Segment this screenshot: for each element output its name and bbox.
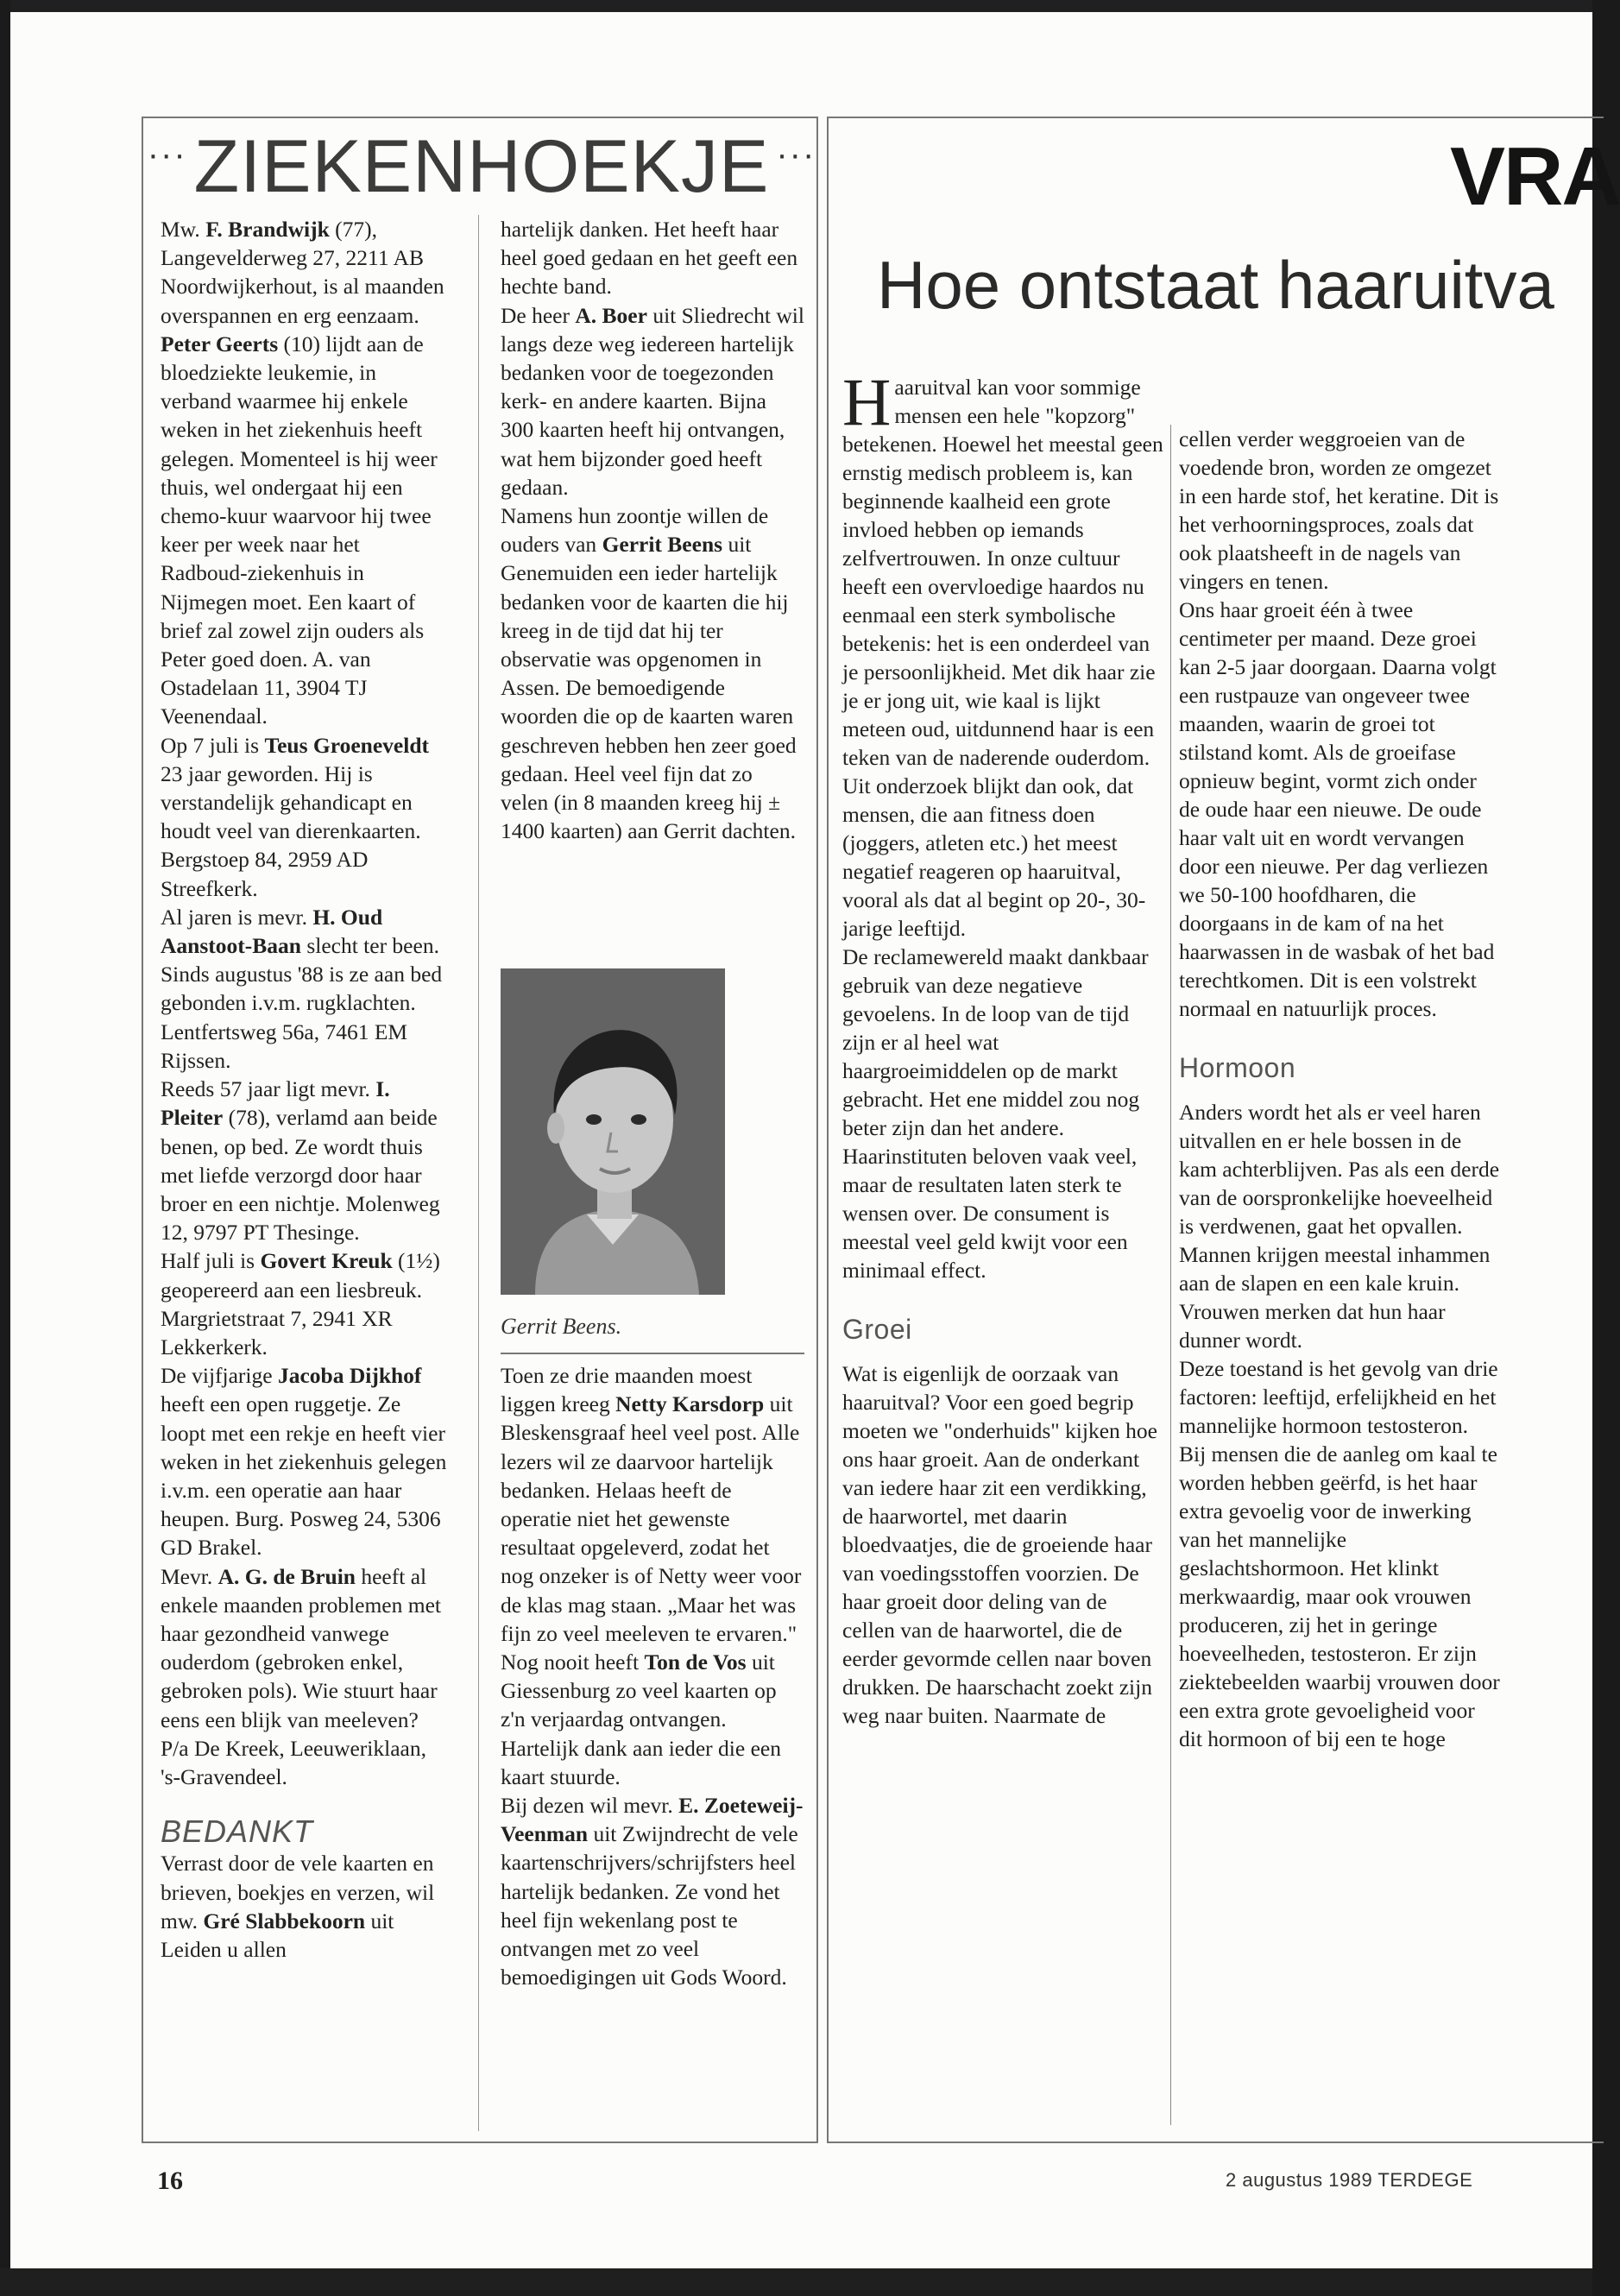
notice-paragraph [161,903,451,1075]
notice-paragraph [501,215,804,301]
person-name: Gré Slabbekoorn [203,1908,366,1933]
notice-text: heeft al enkele maanden problemen met haar gezondheid vanwege ouderdom (gebroken enkel, gebroken pols). Wie stuurt haar eens een blijk van meeleven? P/a De Kreek, Leeuweriklaan, 's-Gravendeel. [161,1563,441,1789]
intro-text: aaruitval kan voor sommige mensen een hele "kopzorg" betekenen. Hoewel het meestal geen ernstig medisch probleem is, kan beginnende kaalheid een grote invloed hebben op iemands zelfvertrouwen. In onze cultuur heeft een overvloedige haardos nu eenmaal een sterk symbolische betekenis: het is een onderdeel van je persoonlijkheid. Met dik haar zie je er jong uit, wie kaal is lijkt meteen oud, uitdunnend haar is een teken van de naderende ouderdom. Uit onderzoek blijkt dan ook, dat mensen, die aan fitness doen (joggers, atleten etc.) het meest negatief reageren op haaruitval, vooral als dat al begint op 20-, 30-jarige leeftijd. [842,375,1163,941]
notice-paragraph [161,1361,451,1561]
person-name: Netty Karsdorp [615,1391,765,1417]
article-headline: Hoe ontstaat haaruitva [877,247,1554,323]
notice-text: Half juli is [161,1248,261,1274]
article-column-1 [842,364,1163,1730]
notice-text: hartelijk danken. Het heeft haar heel goed gedaan en het geeft een hechte band. [501,217,798,300]
title-dots-right: ··· [776,135,816,173]
article-paragraph: Wat is eigenlijk de oorzaak van haaruitval? Voor een goed begrip moeten we "onderhuids" kijken hoe ons haar groeit. Aan de onderkant van iedere haar zit een verdikking, de haarwortel, met daarin bloedvaatjes, die de groeiende haar van voedingsstoffen voorzien. De haar groeit door deling van de cellen van de haarwortel, die de eerder gevormde cellen naar boven drukken. De haarschacht zoekt zijn weg naar buiten. Naarmate de [842,1361,1157,1728]
article-intro [842,364,1163,943]
notice-text: 23 jaar geworden. Hij is verstandelijk gehandicapt en houdt veel van dierenkaarten. Bergstoep 84, 2959 AD Streefkerk. [161,760,421,901]
article-box [827,117,1604,2143]
caption-rule [501,1353,804,1354]
notice-text: heeft een open ruggetje. Ze loopt met een rekje en heeft vier weken in het ziekenhuis gelegen i.v.m. een operatie aan haar heupen. Burg. Posweg 24, 5306 GD Brakel. [161,1391,447,1561]
notice-paragraph [501,501,804,845]
notice-text: Op 7 juli is [161,732,265,758]
ziekenhoekje-heading: ZIEKENHOEKJE [193,124,770,208]
notice-text: (1½) geopereerd aan een liesbreuk. Margrietstraat 7, 2941 XR Lekkerkerk. [161,1248,440,1359]
thanks-list-continued [501,1361,804,1991]
ziekenhoekje-column-2 [501,215,804,845]
person-name: A. G. de Bruin [217,1563,356,1589]
page-number: 16 [157,2167,183,2195]
drop-cap: H [842,364,892,439]
notice-text: Verrast door de vele kaarten en brieven, boekjes en verzen, wil mw. [161,1851,435,1933]
person-name: E. Zoeteweij-Veenman [501,1793,804,1847]
notice-text: uit Giessenburg zo veel kaarten op z'n verjaardag ontvangen. Hartelijk dank aan ieder die een kaart stuurde. [501,1649,781,1789]
notice-text: uit Sliedrecht wil langs deze weg iedereen hartelijk bedanken voor de toegezonden kerk- en andere kaarten. Bijna 300 kaarten heeft hij ontvangen, wat hem bijzonder goed heeft gedaan. [501,302,804,500]
notices-list [161,215,451,1791]
column-divider [478,215,479,2131]
notice-paragraph [161,1849,451,1964]
person-name: Ton de Vos [644,1649,747,1675]
notice-paragraph [161,1562,451,1792]
scan-bottom-edge [0,2268,1592,2296]
notice-paragraph [161,330,451,731]
notice-text: Al jaren is mevr. [161,904,313,930]
notice-text: Toen ze drie maanden moest liggen kreeg [501,1363,753,1417]
article-paragraph: Anders wordt het als er veel haren uitvallen en er hele bossen in de kam achterblijven. Pas als een derde van de oorspronkelijke hoeveelheid is verdwenen, gaat het opvallen. Mannen krijgen meestal inhammen aan de slapen en een kale kruin. Vrouwen merken dat hun haar dunner wordt. [1179,1100,1500,1353]
notice-text: Mw. [161,217,206,242]
article-paragraph: Ons haar groeit één à twee centimeter per maand. Deze groei kan 2-5 jaar doorgaan. Daarna volgt een rustpauze van ongeveer twee maanden, waarin de groei tot stilstand komt. Als de groeifase opnieuw begint, vormt zich onder de oude haar een nieuwe. De oude haar valt uit en wordt vervangen door een nieuwe. Per dag verliezen we 50-100 hoofdharen, die doorgaans in de kam of na het haarwassen in de wasbak of het bad terechtkomen. Dit is een volstrekt normaal en natuurlijk proces. [1179,597,1497,1021]
notice-paragraph [161,731,451,903]
notice-text: uit Bleskensgraaf heel veel post. Alle lezers wil ze daarvoor hartelijk bedanken. Helaas heeft de operatie niet het gewenste resultaat opgeleverd, zodat het nog onzeker is of Netty weer voor de klas mag staan. „Maar het was fijn zo veel meeleven te ervaren." [501,1391,802,1646]
person-name: Govert Kreuk [260,1248,393,1274]
notice-paragraph [161,1075,451,1246]
person-name: F. Brandwijk [205,217,330,242]
notice-text: uit Leiden u allen [161,1908,394,1962]
notice-text: slecht ter been. Sinds augustus '88 is ze aan bed gebonden i.v.m. rugklachten. Lentfertsweg 56a, 7461 EM Rijssen. [161,933,443,1073]
person-name: Jacoba Dijkhof [277,1363,422,1389]
ziekenhoekje-column-2-continued [501,1361,804,1991]
subhead-groei: Groei [842,1314,912,1345]
notice-text: Namens hun zoontje willen de ouders van [501,503,769,558]
notice-paragraph [501,1791,804,1991]
title-dots-left: ··· [147,135,187,173]
notice-text: uit Zwijndrecht de vele kaartenschrijvers/schrijfsters heel hartelijk bedanken. Ze vond het heel fijn wekenlang post te ontvangen met zo veel bemoedigingen uit Gods Woord. [501,1821,798,1990]
person-name: H. Oud Aanstoot-Baan [161,904,383,959]
photo-caption: Gerrit Beens. [501,1314,622,1339]
ziekenhoekje-column-1 [161,215,451,1964]
notice-paragraph [501,301,804,501]
portrait-image [501,968,725,1295]
scan-left-edge [0,0,10,2296]
notice-paragraph [161,215,451,330]
notice-text: Nog nooit heeft [501,1649,645,1675]
bedankt-heading: BEDANKT [161,1813,314,1850]
person-name: Teus Groeneveldt [264,732,429,758]
article-paragraph: Deze toestand is het gevolg van drie factoren: leeftijd, erfelijkheid en het mannelijke hormoon testosteron. Bij mensen die de aanleg om kaal te worden hebben geërfd, is het haar extra gevoelig voor de inwerking van het mannelijke geslachtshormoon. Het klinkt merkwaardig, maar ook vrouwen produceren, zij het in geringe hoeveelheden, testosteron. Er zijn ziektebeelden waarbij vrouwen door een extra grote gevoeligheid voor dit hormoon of bij een te hoge [1179,1356,1500,1751]
article-paragraph: cellen verder weggroeien van de voedende bron, worden ze omgezet in een harde stof, het keratine. Dit is het verhoorningsproces, zoals dat ook plaatsheeft in de nagels van vingers en tenen. [1179,426,1499,594]
publication-date: 2 augustus 1989 TERDEGE [1226,2169,1473,2191]
subhead-hormoon: Hormoon [1179,1052,1296,1083]
photo-gerrit-beens [501,968,725,1295]
scan-top-edge [0,0,1592,12]
person-name: Peter Geerts [161,331,279,356]
notice-text: Mevr. [161,1563,218,1589]
section-label: VRA [1450,130,1620,223]
ziekenhoekje-box [142,117,818,2143]
notice-text: De heer [501,302,576,328]
person-name: Gerrit Beens [602,532,723,558]
article-column-2 [1179,425,1500,1753]
notice-text: Bij dezen wil mevr. [501,1793,679,1819]
notice-text: (78), verlamd aan beide benen, op bed. Ze wordt thuis met liefde verzorgd door haar broer en een nichtje. Molenweg 12, 9797 PT Thesinge. [161,1105,440,1246]
notice-text: Reeds 57 jaar ligt mevr. [161,1076,376,1102]
notice-text: uit Genemuiden een ieder hartelijk bedanken voor de kaarten die hij kreeg in de tijd dat hij ter observatie was opgenomen in Assen. De bemoedigende woorden die op de kaarten waren geschreven hebben hen zeer goed gedaan. Heel veel fijn dat zo velen (in 8 maanden kreeg hij ± 1400 kaarten) aan Gerrit dachten. [501,532,797,844]
person-name: A. Boer [575,302,647,328]
article-paragraph: De reclamewereld maakt dankbaar gebruik van deze negatieve gevoelens. In de loop van de tijd zijn er al heel wat haargroeimiddelen op de markt gebracht. Het ene middel zou nog beter zijn dan het andere. Haarinstituten beloven vaak veel, maar de resultaten laten sterk te wensen over. De consument is meestal veel geld kwijt voor een minimaal effect. [842,944,1149,1283]
notice-text: De vijfjarige [161,1363,278,1389]
thanks-list [501,215,804,845]
notice-paragraph [501,1648,804,1791]
ziekenhoekje-title [147,123,816,210]
notice-text: (10) lijdt aan de bloedziekte leukemie, in verband waarmee hij enkele weken in het ziekenhuis heeft gelegen. Momenteel is hij weer thuis, wel ondergaat hij een chemo-kuur waarvoor hij twee keer per week naar het Radboud-ziekenhuis in Nijmegen moet. Een kaart of brief zal zowel zijn ouders als Peter goed doen. A. van Ostadelaan 11, 3904 TJ Veenendaal. [161,331,438,729]
notice-text: (77), Langevelderweg 27, 2211 AB Noordwijkerhout, is al maanden overspannen en erg eenzaam. [161,217,444,328]
bedankt-paragraph [161,1849,451,1964]
article-column-divider [1170,425,1171,2125]
person-name: I. Pleiter [161,1076,390,1131]
notice-paragraph [161,1246,451,1361]
notice-paragraph [501,1361,804,1648]
